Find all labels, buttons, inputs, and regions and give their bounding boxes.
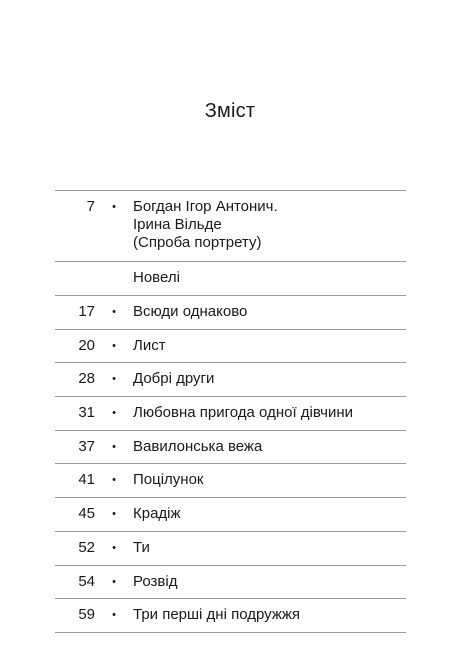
toc-entry-title: Крадіж: [133, 505, 181, 523]
toc-bullet: •: [112, 609, 116, 622]
toc-page-number: 17: [78, 303, 95, 320]
toc-entry[interactable]: [55, 599, 406, 633]
toc-entry[interactable]: [55, 330, 406, 364]
toc-section-title: Новелі: [133, 269, 180, 286]
toc-bullet: •: [112, 407, 116, 420]
toc-entry[interactable]: [55, 397, 406, 431]
toc-entry-title: Розвід: [133, 572, 178, 590]
toc-page-number: 20: [78, 336, 95, 354]
toc-entry[interactable]: [55, 464, 406, 498]
toc-entry-title: Ти: [133, 538, 150, 556]
toc-entry[interactable]: [55, 296, 406, 330]
toc-entry-title: Всюди однаково: [133, 303, 248, 320]
toc-entry[interactable]: [55, 431, 406, 465]
toc-entry-title: Богдан Ігор Антонич. Ірина Вільде (Спроба портрету): [133, 198, 278, 251]
page-title: Зміст: [204, 100, 256, 122]
toc-entry-title: Любовна пригода одної дівчини: [133, 404, 354, 422]
toc-page-number: 52: [78, 538, 95, 556]
toc-page-number: 59: [78, 606, 95, 624]
toc-page-number: 37: [78, 437, 95, 455]
toc-entry-title: Поцілунок: [133, 471, 204, 489]
toc-entry[interactable]: [55, 532, 406, 566]
toc-section-heading: [55, 262, 406, 296]
toc-page-number: 7: [86, 198, 95, 215]
toc-bullet: •: [112, 373, 116, 386]
toc-bullet: •: [112, 306, 116, 318]
table-of-contents: [55, 190, 406, 633]
toc-entry[interactable]: [55, 363, 406, 397]
toc-bullet: •: [112, 474, 116, 487]
toc-entry-title: Лист: [133, 336, 166, 354]
toc-page-number: 54: [78, 572, 95, 590]
toc-entry-title: Добрі други: [133, 370, 215, 388]
toc-bullet: •: [112, 508, 116, 521]
toc-page-number: 41: [78, 471, 95, 489]
toc-entry-title: Вавилонська вежа: [133, 437, 263, 455]
toc-page-number: 45: [78, 505, 95, 523]
toc-entry[interactable]: [55, 191, 406, 262]
toc-entry[interactable]: [55, 566, 406, 600]
toc-entry-title: Три перші дні подружжя: [133, 606, 301, 624]
toc-page-number: 31: [78, 404, 95, 422]
toc-bullet: •: [112, 201, 116, 213]
toc-bullet: •: [112, 440, 116, 453]
toc-bullet: •: [112, 575, 116, 588]
toc-page-number: 28: [78, 370, 95, 388]
toc-bullet: •: [112, 339, 116, 352]
toc-bullet: •: [112, 541, 116, 554]
toc-entry[interactable]: [55, 498, 406, 532]
